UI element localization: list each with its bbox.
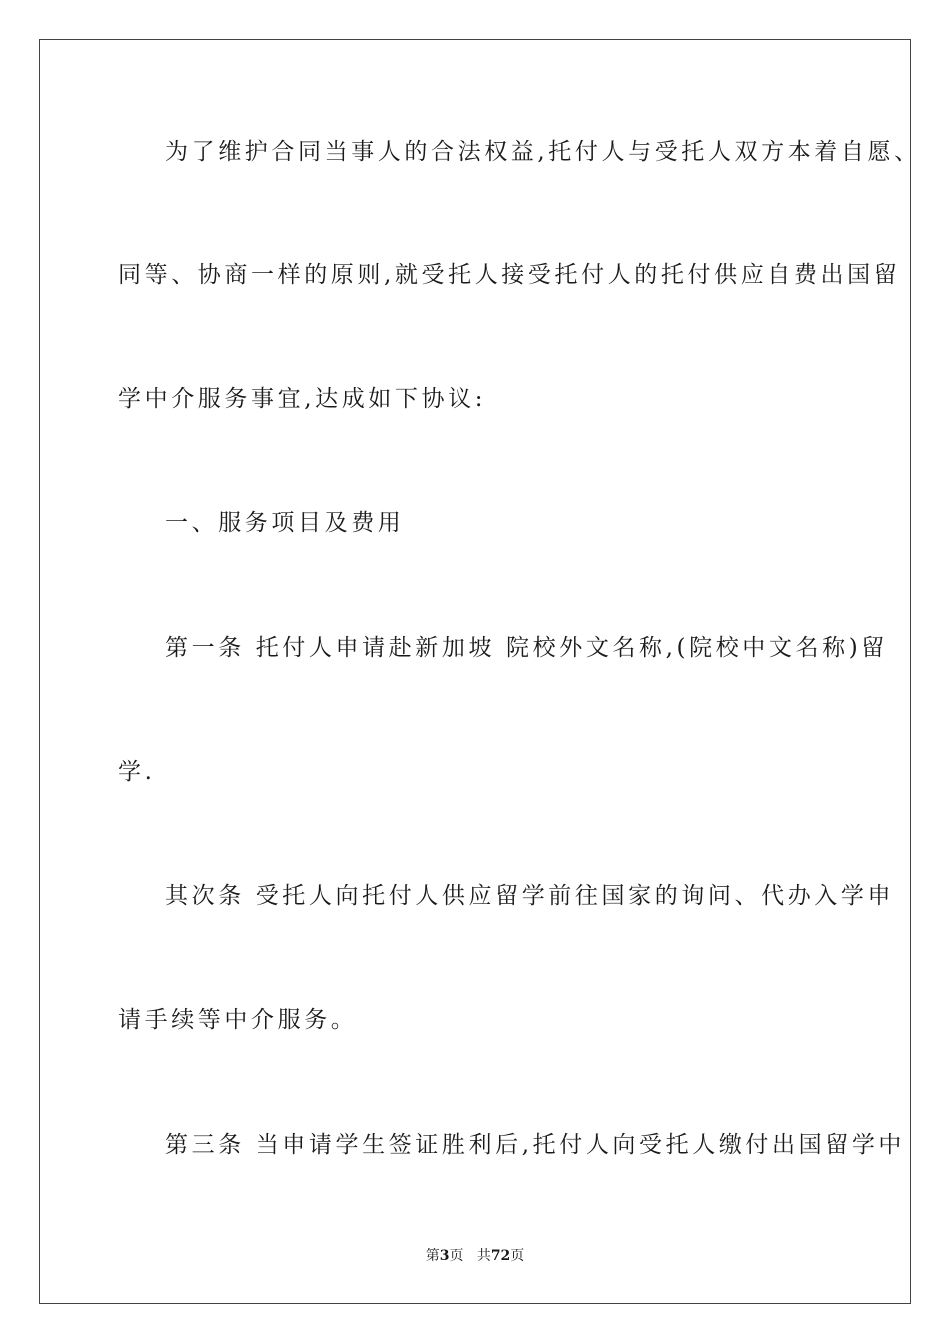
page-prefix: 第 <box>425 1248 440 1264</box>
total-suffix: 页 <box>510 1248 525 1264</box>
paragraph-line-1: 为了维护合同当事人的合法权益,托付人与受托人双方本着自愿、 <box>165 139 921 165</box>
article-1-line-1: 第一条 托付人申请赴新加坡 院校外文名称,(院校中文名称)留 <box>165 635 888 661</box>
article-2-line-2: 请手续等中介服务。 <box>118 1007 358 1033</box>
section-heading: 一、服务项目及费用 <box>165 510 405 536</box>
article-3-line-1: 第三条 当申请学生签证胜利后,托付人向受托人缴付出国留学中 <box>165 1132 906 1158</box>
page-border <box>39 39 911 1304</box>
article-1-line-2: 学. <box>118 759 156 785</box>
paragraph-line-2: 同等、协商一样的原则,就受托人接受托付人的托付供应自费出国留 <box>118 262 901 288</box>
article-2-line-1: 其次条 受托人向托付人供应留学前往国家的询问、代办入学申 <box>165 883 895 909</box>
page-footer <box>0 1247 950 1265</box>
total-prefix: 共 <box>476 1248 491 1264</box>
total-pages: 72 <box>490 1248 511 1264</box>
paragraph-line-3: 学中介服务事宜,达成如下协议: <box>118 386 487 412</box>
page-suffix: 页 <box>449 1248 464 1264</box>
page-number: 3 <box>439 1248 450 1264</box>
